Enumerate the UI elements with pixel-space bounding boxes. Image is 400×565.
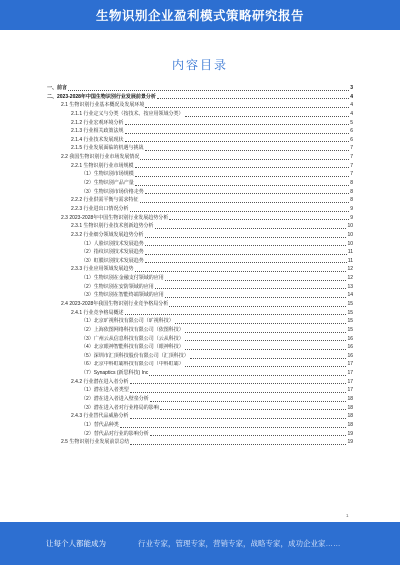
toc-entry-page: 7 [350,162,353,169]
toc-leader-dots [145,253,347,255]
toc-entry[interactable] [47,352,353,361]
toc-entry[interactable] [47,257,353,266]
toc-entry[interactable] [47,395,353,404]
toc-leader-dots [160,408,347,410]
toc-entry-title: 2.3.3 行业应用领域发展趋势 [71,266,134,273]
toc-entry[interactable] [47,196,353,205]
toc-leader-dots [125,140,350,142]
toc-heading: 内容目录 [171,58,228,72]
report-footer [0,522,400,565]
toc-leader-dots [130,210,350,212]
toc-entry[interactable] [47,309,353,318]
toc-entry-title: （4）北京眼神智能科技有限公司（眼神科技） [81,344,184,351]
toc-entry-page: 17 [347,361,353,368]
toc-leader-dots [157,97,349,99]
toc-entry-page: 4 [350,110,353,117]
toc-entry-page: 17 [347,378,353,385]
toc-entry-page: 9 [350,205,353,212]
toc-entry-page: 8 [350,197,353,204]
toc-entry[interactable] [47,136,353,145]
toc-entry[interactable] [47,369,353,378]
toc-entry-title: （1）生物识别市场规模 [81,171,134,178]
toc-leader-dots [125,123,350,125]
toc-leader-dots [185,331,347,333]
toc-entry[interactable] [47,179,353,188]
footer-slogan-right: 行业专家，管理专家，营销专家，战略专家，成功企业家…… [138,539,341,548]
toc-leader-dots [135,270,347,272]
toc-leader-dots [185,365,347,367]
toc-entry-title: 2.2.3 行业进出口情况分析 [71,205,129,212]
toc-entry-title: 2.4.1 行业竞争格局概述 [71,309,124,316]
toc-entry[interactable] [47,188,353,197]
toc-entry-page: 19 [347,439,353,446]
toc-leader-dots [165,279,347,281]
toc-entry[interactable] [47,265,353,274]
toc-entry-page: 12 [347,275,353,282]
table-of-contents [47,84,353,447]
toc-entry[interactable] [47,412,353,421]
toc-leader-dots [190,357,347,359]
toc-entry[interactable] [47,326,353,335]
toc-entry-page: 18 [347,413,353,420]
report-header [0,0,400,30]
toc-entry-page: 9 [350,214,353,221]
toc-entry-page: 10 [347,231,353,238]
toc-leader-dots [155,287,347,289]
toc-entry-page: 15 [347,318,353,325]
toc-entry-title: 2.3.1 生物识别行业技术创新趋势分析 [71,223,154,230]
toc-entry-page: 16 [347,335,353,342]
toc-leader-dots [135,175,349,177]
toc-leader-dots [125,313,347,315]
toc-entry-title: （7）Synaptics (新思科技) Inc [81,370,149,377]
toc-leader-dots [68,89,349,91]
toc-leader-dots [145,192,349,194]
toc-entry[interactable] [47,361,353,370]
toc-entry-title: （5）深圳市汇顶科技股份有限公司（汇顶科技） [81,352,189,359]
toc-leader-dots [130,417,347,419]
toc-entry[interactable] [47,283,353,292]
toc-entry-title: 2.5 生物识别行业发展前景总结 [61,439,130,446]
toc-entry[interactable] [47,231,353,240]
toc-entry-page: 17 [347,387,353,394]
toc-leader-dots [145,261,347,263]
toc-entry-title: 2.1.5 行业发展面临的机遇与挑战 [71,145,144,152]
toc-entry[interactable] [47,214,353,223]
toc-entry-page: 16 [347,344,353,351]
toc-leader-dots [130,443,346,445]
toc-entry-page: 7 [350,145,353,152]
toc-leader-dots [140,201,350,203]
toc-leader-dots [165,296,347,298]
toc-leader-dots [149,374,346,376]
toc-entry-title: 2.4 2023-2028年我国生物识别行业竞争格局分析 [61,301,169,307]
toc-entry-title: （1）替代品种类 [81,421,119,428]
toc-entry-page: 10 [347,240,353,247]
toc-entry-title: （2）生物识别产品产量 [81,180,134,187]
toc-leader-dots [135,184,349,186]
toc-leader-dots [145,149,350,151]
toc-entry[interactable] [47,438,353,447]
toc-leader-dots [150,434,347,436]
toc-entry[interactable] [47,162,353,171]
toc-entry[interactable] [47,222,353,231]
toc-entry[interactable] [47,335,353,344]
toc-entry-title: （1）北京旷视科技有限公司（旷视科技） [81,318,174,325]
toc-entry-page: 13 [347,283,353,290]
toc-entry-page: 5 [350,119,353,126]
toc-entry-title: 2.2.2 行业供需平衡与需求特征 [71,197,139,204]
toc-leader-dots [185,115,350,117]
toc-entry-page: 17 [347,370,353,377]
toc-entry-page: 11 [347,257,353,264]
toc-leader-dots [130,382,347,384]
toc-entry-title: （2）替代品对行业的影响分析 [81,430,149,437]
toc-leader-dots [145,244,347,246]
toc-entry-title: 2.4.2 行业潜在进入者分析 [71,378,129,385]
toc-entry[interactable] [47,317,353,326]
toc-leader-dots [155,227,347,229]
toc-entry-title: （2）上海依图网络科技有限公司（依图科技） [81,326,184,333]
toc-entry[interactable] [47,421,353,430]
toc-entry[interactable] [47,291,353,300]
toc-entry-page: 16 [347,352,353,359]
toc-entry-page: 6 [350,136,353,143]
toc-entry-title: （1）人脸识别技术发展趋势 [81,240,144,247]
toc-leader-dots [145,106,349,108]
toc-entry-page: 3 [350,84,353,91]
toc-entry-title: （3）生物识别市场价格走势 [81,188,144,195]
toc-entry-title: 2.1 生物识别行业基本概况及发展环境 [61,102,145,109]
toc-leader-dots [145,236,347,238]
toc-entry-page: 8 [350,188,353,195]
toc-entry-page: 19 [347,430,353,437]
toc-leader-dots [120,426,347,428]
toc-entry[interactable] [47,119,353,128]
toc-entry-page: 7 [350,154,353,161]
page-number: 1 [346,513,349,518]
toc-entry[interactable] [47,84,353,93]
toc-entry[interactable] [47,430,353,439]
toc-entry[interactable] [47,248,353,257]
toc-entry-title: 2.1.1 行业定义与分类（按技术、按应用领域分类） [71,110,184,117]
toc-entry[interactable] [47,343,353,352]
toc-entry-title: 2.1.3 行业相关政策法规 [71,128,124,135]
toc-entry[interactable] [47,378,353,387]
toc-entry-page: 6 [350,128,353,135]
toc-entry-title: （1）潜在进入者类型 [81,387,129,394]
toc-entry-page: 4 [350,93,353,100]
toc-leader-dots [150,400,347,402]
toc-entry-title: 2.2.1 生物识别行业市场规模 [71,162,134,169]
toc-entry-title: （2）指纹识别技术发展趋势 [81,249,144,256]
toc-entry-title: 2.3.2 行业细分领域发展趋势分析 [71,231,144,238]
toc-entry-title: （3）潜在进入者对行业格局的影响 [81,404,159,411]
toc-entry[interactable] [47,404,353,413]
toc-entry-page: 10 [347,223,353,230]
toc-entry-page: 4 [350,102,353,109]
toc-entry[interactable] [47,110,353,119]
toc-entry[interactable] [47,386,353,395]
toc-entry-page: 15 [347,309,353,316]
toc-entry-title: 2.1.2 行业宏观环境分析 [71,119,124,126]
toc-entry-page: 15 [347,301,353,307]
toc-leader-dots [175,322,347,324]
toc-entry[interactable] [47,144,353,153]
toc-entry-page: 18 [347,396,353,403]
toc-entry[interactable] [47,170,353,179]
toc-leader-dots [185,348,347,350]
toc-entry-page: 11 [347,249,353,256]
toc-entry-title: （3）生物识别在智能终端领域的应用 [81,292,164,299]
toc-entry-page: 8 [350,180,353,187]
toc-entry[interactable] [47,240,353,249]
toc-leader-dots [169,218,349,220]
toc-leader-dots [169,305,346,307]
toc-entry[interactable] [47,153,353,162]
toc-leader-dots [130,391,347,393]
toc-entry[interactable] [47,205,353,214]
toc-entry-title: （6）北京中科虹霸科技有限公司（中科虹霸） [81,361,184,368]
toc-leader-dots [125,132,350,134]
toc-entry[interactable] [47,127,353,136]
footer-slogan-left: 让每个人都能成为 [46,539,106,548]
toc-entry-page: 18 [347,421,353,428]
toc-entry-title: 2.2 我国生物识别行业市场发展情况 [61,154,140,161]
toc-entry-page: 7 [350,171,353,178]
toc-entry-title: 2.3 2023-2028年中国生物识别行业发展趋势分析 [61,214,169,221]
toc-entry[interactable] [47,300,353,309]
toc-leader-dots [135,166,350,168]
toc-entry-page: 18 [347,404,353,411]
report-title: 生物识别企业盈利模式策略研究报告 [95,9,304,23]
toc-leader-dots [140,158,349,160]
toc-entry-title: （2）潜在进入者进入壁垒分析 [81,396,149,403]
toc-entry-title: （1）生物识别在金融支付领域的应用 [81,275,164,282]
toc-entry[interactable] [47,274,353,283]
toc-entry-page: 15 [347,326,353,333]
toc-entry[interactable] [47,101,353,110]
toc-entry-title: 2.1.4 行业技术发展现状 [71,136,124,143]
toc-entry-title: （3）广州云从信息科技有限公司（云从科技） [81,335,184,342]
toc-entry-title: 2.4.3 行业替代品威胁分析 [71,413,129,420]
toc-entry[interactable] [47,93,353,102]
toc-entry-title: （2）生物识别在安防领域的应用 [81,283,154,290]
toc-entry-title: 一、前言 [47,84,68,91]
toc-entry-page: 12 [347,266,353,273]
toc-leader-dots [185,339,347,341]
toc-entry-page: 14 [347,292,353,299]
toc-entry-title: （3）虹膜识别技术发展趋势 [81,257,144,264]
toc-entry-title: 二、2023-2028年中国生物识别行业发展前景分析 [47,93,156,100]
